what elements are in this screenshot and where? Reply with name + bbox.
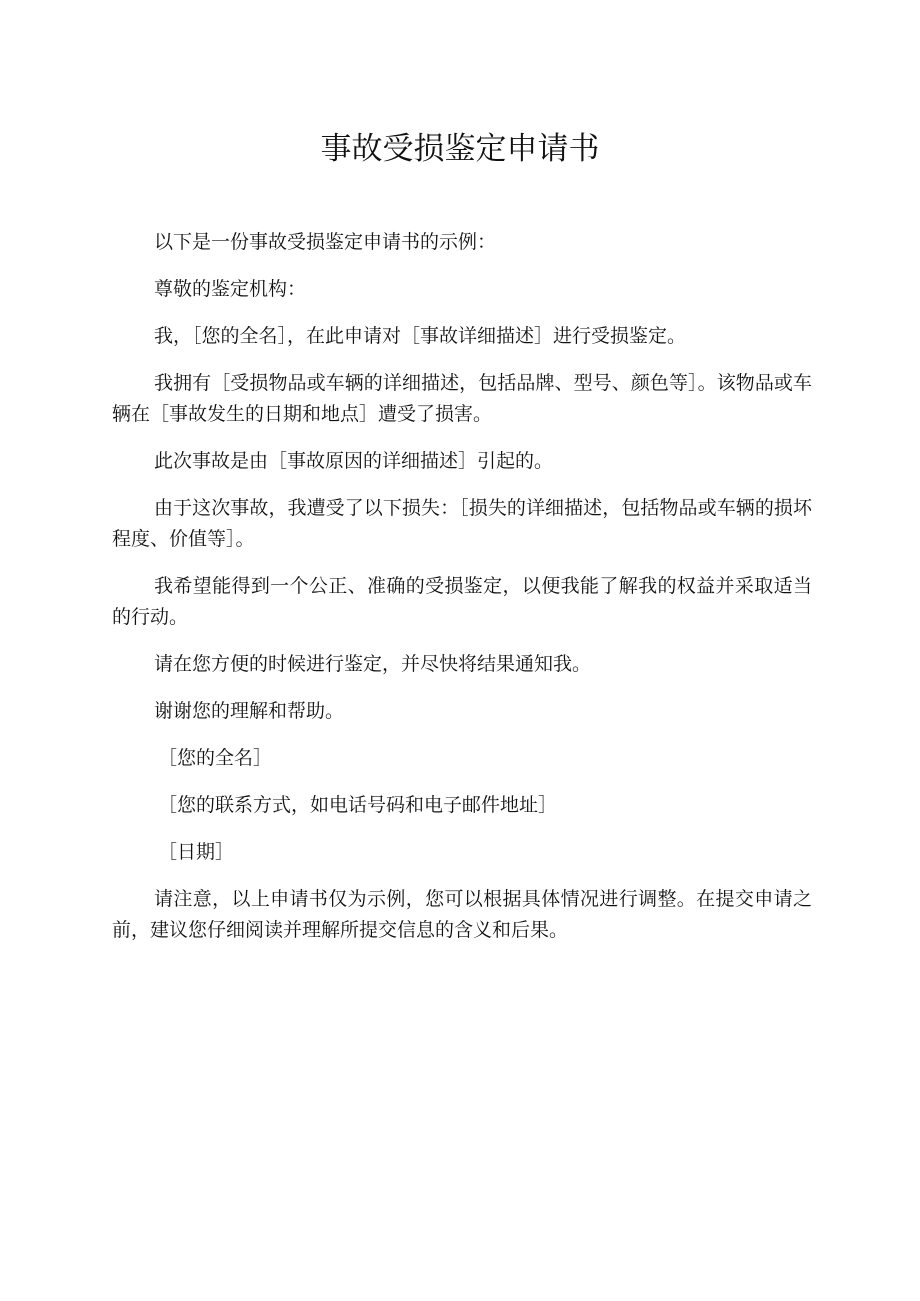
- request-paragraph: 我希望能得到一个公正、准确的受损鉴定，以便我能了解我的权益并采取适当的行动。: [112, 575, 812, 628]
- signature-name: ［您的全名］: [158, 747, 273, 769]
- intro-paragraph: 以下是一份事故受损鉴定申请书的示例：: [154, 231, 497, 253]
- thanks-paragraph: 谢谢您的理解和帮助。: [154, 700, 345, 722]
- salutation: 尊敬的鉴定机构：: [154, 278, 307, 300]
- application-paragraph: 我，［您的全名］，在此申请对［事故详细描述］进行受损鉴定。: [154, 325, 687, 347]
- item-description-paragraph: 我拥有［受损物品或车辆的详细描述，包括品牌、型号、颜色等］。该物品或车辆在［事故发生的日期和地点］遭受了损害。: [112, 372, 812, 425]
- note-paragraph: 请注意，以上申请书仅为示例，您可以根据具体情况进行调整。在提交申请之前，建议您仔细阅读并理解所提交信息的含义和后果。: [112, 888, 812, 941]
- signature-date: ［日期］: [158, 841, 235, 863]
- timing-paragraph: 请在您方便的时候进行鉴定，并尽快将结果通知我。: [154, 653, 592, 675]
- loss-paragraph: 由于这次事故，我遭受了以下损失：［损失的详细描述，包括物品或车辆的损坏程度、价值等］。: [112, 497, 812, 550]
- document-title: 事故受损鉴定申请书: [320, 131, 600, 167]
- signature-contact: ［您的联系方式，如电话号码和电子邮件地址］: [158, 794, 558, 816]
- cause-paragraph: 此次事故是由［事故原因的详细描述］引起的。: [154, 450, 554, 472]
- document-body: [112, 227, 812, 962]
